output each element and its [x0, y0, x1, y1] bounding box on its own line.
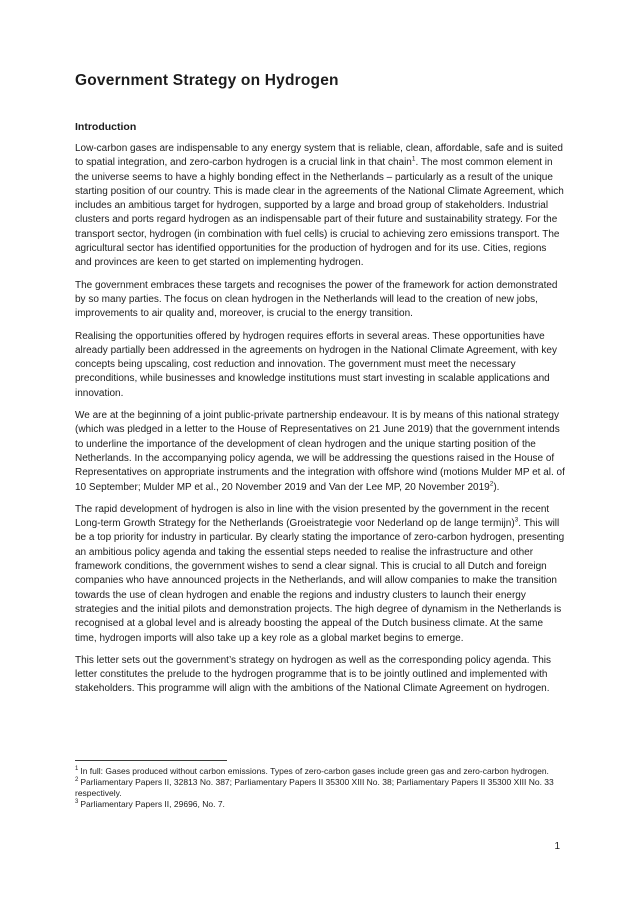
footnote-1-marker: 1 — [75, 766, 79, 773]
document-body — [75, 142, 565, 697]
section-heading-introduction: Introduction — [75, 121, 137, 133]
paragraph-joint-partnership: We are at the beginning of a joint public-private partnership endeavour. It is by means of this national strategy (which was pledged in a letter to the House of Representatives on 21 June 2019) that the government intends to underline the importance of the development of clean hydrogen and the unique starting position of the Netherlands. In the accompanying policy agenda, we will be addressing the questions raised in the House of Representatives on appropriate instruments and the integration with offshore wind (motions Mulder MP et al. of 10 September; Mulder MP et al., 20 November 2019 and Van der Lee MP, 20 November 2019$^2$). — [75, 410, 565, 493]
page-number: 1 — [554, 841, 560, 852]
footnote-1-text: In full: Gases produced without carbon emissions. Types of zero-carbon gases include green gas and zero-carbon hydrogen. — [80, 766, 549, 776]
paragraph-low-carbon-gases: Low-carbon gases are indispensable to any energy system that is reliable, clean, affordable, safe and is suited to spatial integration, and zero-carbon hydrogen is a crucial link in that chain$^1$. The most common element in the universe seems to have a highly bonding effect in the Netherlands – particularly as a result of the unique starting position of our country. This is made clear in the agreements of the National Climate Agreement, which includes an ambitious target for hydrogen, supported by a large and broad group of stakeholders. Industrial clusters and ports regard hydrogen as an indispensable part of their future and sustainability strategy. For the transport sector, hydrogen (in combination with fuel cells) is crucial to achieving zero emissions transport. The agricultural sector has identified opportunities for the production of hydrogen and for its use. Cities, regions and provinces are keen to get started on implementing hydrogen. — [75, 143, 564, 269]
footnote-2-text: Parliamentary Papers II, 32813 No. 387; Parliamentary Papers II 35300 XIII No. 38; Parliamentary Papers II 35300 XIII No. 33 respectively. — [75, 777, 554, 798]
document-content — [75, 0, 565, 705]
footnote-1 — [75, 766, 567, 777]
paragraph-government-embraces: The government embraces these targets and recognises the power of the framework for action demonstrated by so many parties. The focus on clean hydrogen in the Netherlands will lead to the creation of new jobs, improvements to air quality and, moreover, is crucial to the energy transition. — [75, 279, 558, 320]
footnote-2 — [75, 777, 567, 799]
paragraph-realising-opportunities: Realising the opportunities offered by hydrogen requires efforts in several areas. These opportunities have already partially been addressed in the agreements on hydrogen in the National Climate Agreement, with key concepts being upscaling, cost reduction and innovation. The government must meet the necessary preconditions, while businesses and knowledge institutions must start investing in scalable applications and innovation. — [75, 330, 557, 399]
document-title: Government Strategy on Hydrogen — [75, 72, 339, 89]
footnote-3-marker: 3 — [75, 799, 79, 806]
footnote-3-text: Parliamentary Papers II, 29696, No. 7. — [80, 799, 225, 809]
footnote-separator — [75, 760, 227, 761]
footnote-2-marker: 2 — [75, 777, 79, 784]
footnote-3 — [75, 799, 567, 810]
paragraph-letter-sets-out: This letter sets out the government’s strategy on hydrogen as well as the corresponding policy agenda. This letter constitutes the prelude to the hydrogen programme that is to be jointly outlined and implemented with stakeholders. This programme will align with the ambitions of the National Climate Agreement on hydrogen. — [75, 654, 552, 695]
footnotes-section — [75, 760, 567, 810]
paragraph-rapid-development: The rapid development of hydrogen is also in line with the vision presented by the government in the recent Long-term Growth Strategy for the Netherlands (Groeistrategie voor Nederland op de lange termijn)$^3$. This will be a top priority for industry in particular. By clearly stating the importance of zero-carbon hydrogen, presenting an ambitious policy agenda and taking the essential steps needed to realise the infrastructure and other framework conditions, the government wishes to send a clear signal. This is crucial to all Dutch and foreign companies who have announced projects in the Netherlands, and will allow companies to make the transition towards the use of clean hydrogen and enable the regions and industry clusters to launch their energy strategies and the initial pilots and demonstration projects. The high degree of dynamism in the Netherlands is recognised at a global level and is already boosting the appeal of the Dutch business climate. At the same time, hydrogen imports will also take up a key role as a global market begins to emerge. — [75, 503, 565, 644]
